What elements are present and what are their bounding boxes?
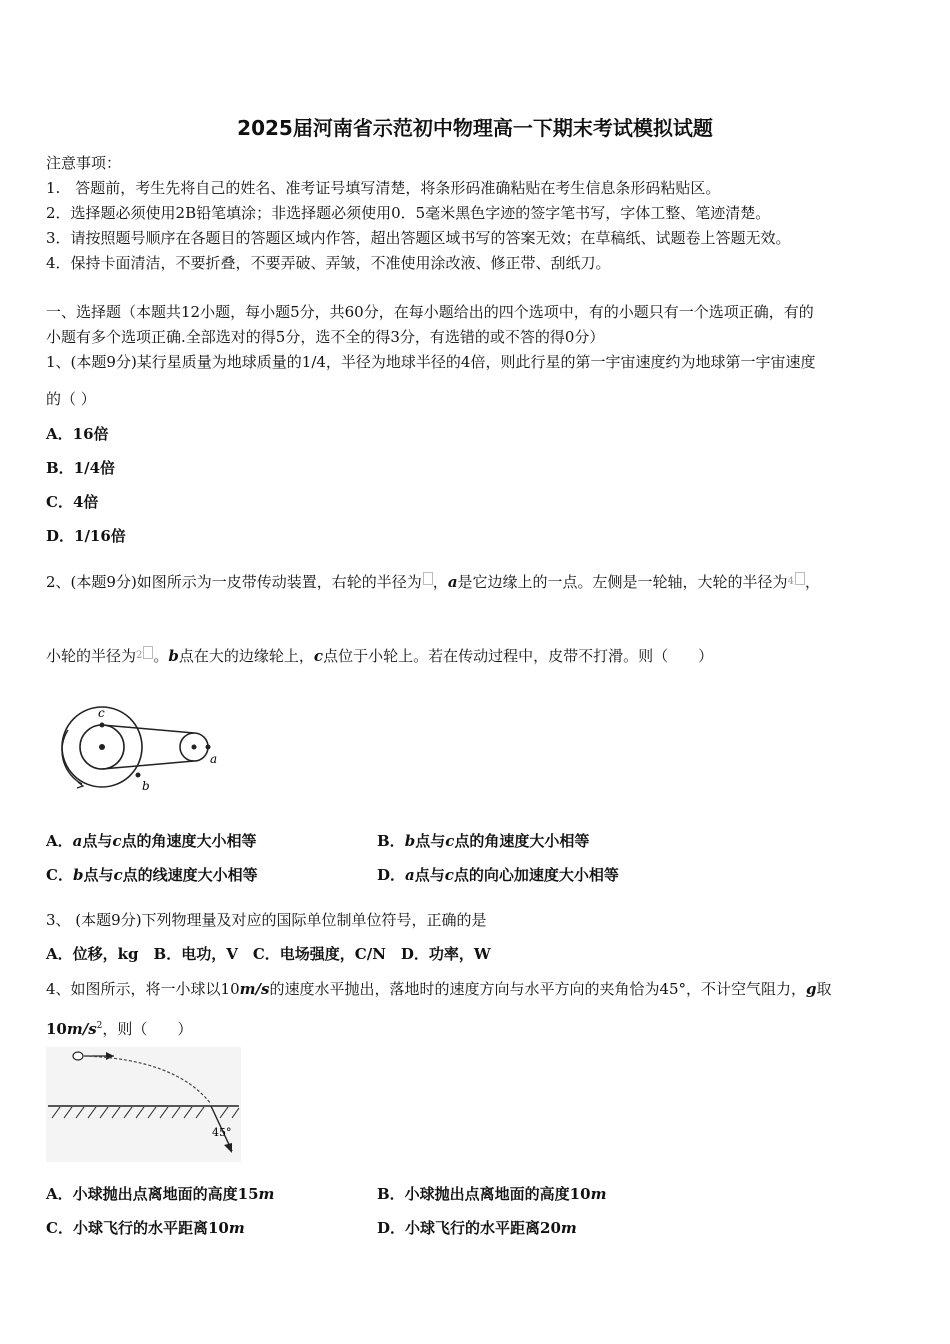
notice-item: 4．保持卡面清洁，不要折叠，不要弄破、弄皱，不准使用涂改液、修正带、刮纸刀。 [46,254,611,272]
q4-stem-line1: 4、如图所示，将一小球以10m/s的速度水平抛出，落地时的速度方向与水平方向的夹角恰为45°，不计空气阻力，g取 [46,980,832,998]
page-title: 2025届河南省示范初中物理高一下期末考试模拟试题 [237,116,713,140]
q2-option-b: B．b点与c点的角速度大小相等 [377,832,590,850]
q1-option-c: C．4倍 [46,493,99,511]
notice-item: 2．选择题必须使用2B铅笔填涂；非选择题必须使用0．5毫米黑色字迹的签字笔书写，字体工整、笔迹清楚。 [46,204,771,222]
q1-option-a: A．16倍 [46,425,109,443]
q2-option-c: C．b点与c点的线速度大小相等 [46,866,258,884]
belt-drive-figure [52,700,232,800]
point-a-label: a [210,752,218,766]
projectile-figure [46,1047,241,1162]
q4-option-d: D．小球飞行的水平距离20m [377,1219,577,1237]
point-b-label: b [142,779,150,793]
q2-stem-line2: 小轮的半径为$^2$ 。b点在大的边缘轮上，c点位于小轮上。若在传动过程中，皮带不打滑。则（ ） [46,647,714,665]
section-instructions-line1: 一、选择题（本题共12小题，每小题5分，共60分，在每小题给出的四个选项中，有的小题只有一个选项正确，有的 [46,303,814,321]
q4-option-a: A．小球抛出点离地面的高度15m [46,1185,275,1203]
q1-stem-line2: 的（ ） [46,390,96,408]
q3-options: A．位移，kg B．电功，V C．电场强度，C/N D．功率，W [46,945,491,963]
q1-option-b: B．1/4倍 [46,459,116,477]
formula-placeholder-icon [423,572,433,585]
point-c-label: c [98,706,105,720]
angle-label: 45° [212,1126,232,1139]
q4-stem-line2: $10m/s^2$，则（ ） [46,1020,193,1038]
section-instructions-line2: 小题有多个选项正确.全部选对的得5分，选不全的得3分，有选错的或不答的得0分） [46,328,605,346]
q4-option-c: C．小球飞行的水平距离10m [46,1219,245,1237]
q3-stem: 3、 (本题9分)下列物理量及对应的国际单位制单位符号，正确的是 [46,911,487,929]
q1-option-d: D．1/16倍 [46,527,126,545]
notice-heading: 注意事项： [46,154,122,172]
q2-option-d: D．a点与c点的向心加速度大小相等 [377,866,619,884]
formula-placeholder-icon [143,646,153,659]
q1-stem-line1: 1、(本题9分)某行星质量为地球质量的1/4，半径为地球半径的4倍，则此行星的第一宇宙速度约为地球第一宇宙速度 [46,353,816,371]
q4-option-b: B．小球抛出点离地面的高度10m [377,1185,607,1203]
q2-stem-line1: 2、(本题9分)如图所示为一皮带传动装置，右轮的半径为 ，a是它边缘上的一点。左侧是一轮轴，大轮的半径为$^4$ ， [46,573,820,591]
notice-item: 3．请按照题号顺序在各题目的答题区域内作答，超出答题区域书写的答案无效；在草稿纸、试题卷上答题无效。 [46,229,791,247]
formula-placeholder-icon [795,572,805,585]
notice-item: 1. 答题前，考生先将自己的姓名、准考证号填写清楚，将条形码准确粘贴在考生信息条形码粘贴区。 [46,179,721,197]
q2-option-a: A．a点与c点的角速度大小相等 [46,832,257,850]
